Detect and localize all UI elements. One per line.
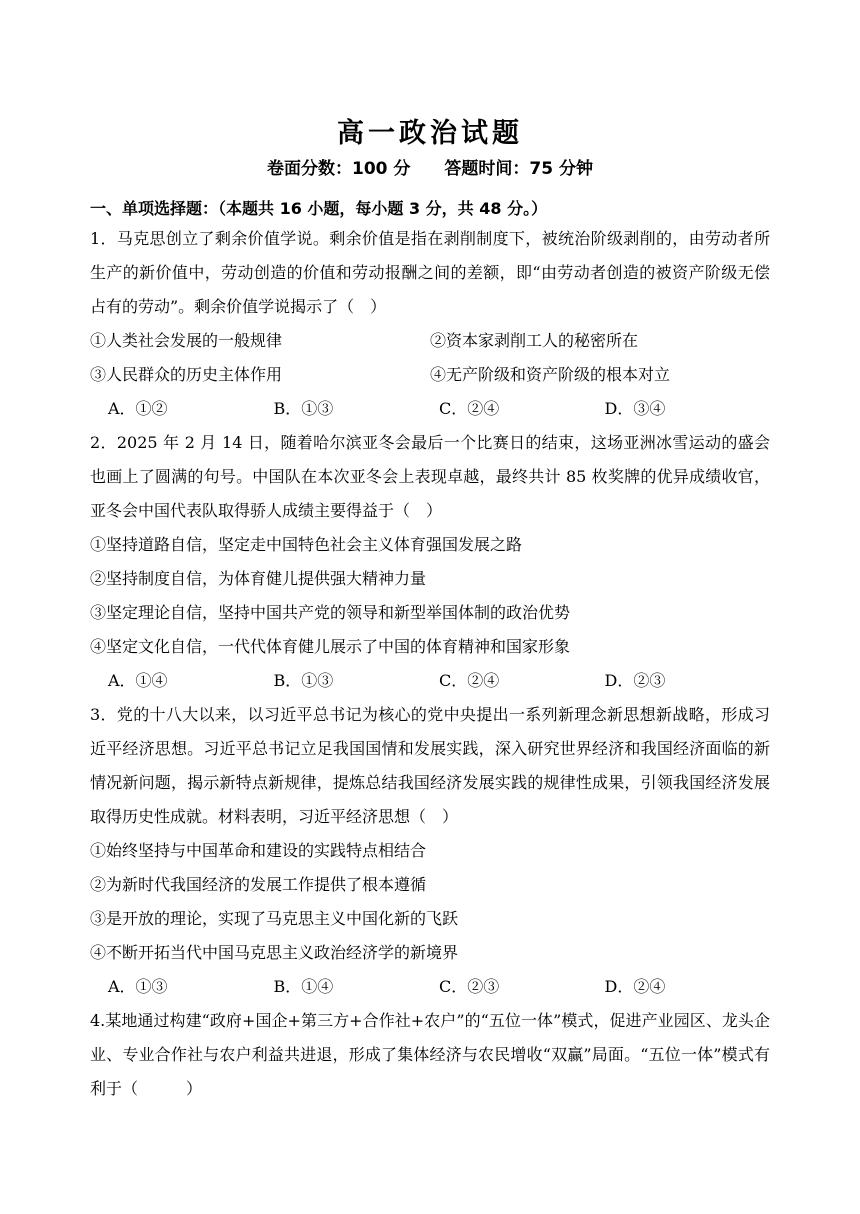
question-stem: 3．党的十八大以来，以习近平总书记为核心的党中央提出一系列新理念新思想新战略，形成习近平经济思想。习近平总书记立足我国国情和发展实践，深入研究世界经济和我国经济面临的新情况新问题，揭示新特点新规律，提炼总结我国经济发展实践的规律性成果，引领我国经济发展取得历史性成就。材料表明，习近平经济思想（ ） — [90, 705, 770, 826]
statement: ③人民群众的历史主体作用 — [90, 365, 283, 384]
choice-b: B．①③ — [273, 671, 334, 690]
time-info: 答题时间：75 分钟 — [444, 159, 593, 179]
statement-row — [90, 324, 770, 358]
statement: ①人类社会发展的一般规律 — [90, 331, 283, 350]
statement: ①始终坚持与中国革命和建设的实践特点相结合 — [90, 841, 427, 860]
choice-d: D．③④ — [604, 399, 666, 418]
choice-d: D．②④ — [604, 977, 666, 996]
statement: ④不断开拓当代中国马克思主义政治经济学的新境界 — [90, 943, 459, 962]
choice-row — [90, 392, 770, 426]
statement: ④无产阶级和资产阶级的根本对立 — [430, 365, 671, 384]
statement: ②为新时代我国经济的发展工作提供了根本遵循 — [90, 875, 427, 894]
choice-d: D．②③ — [604, 671, 666, 690]
statement: ④坚定文化自信，一代代体育健儿展示了中国的体育精神和国家形象 — [90, 637, 571, 656]
question-stem: 1．马克思创立了剩余价值学说。剩余价值是指在剥削制度下，被统治阶级剥削的，由劳动者所生产的新价值中，劳动创造的价值和劳动报酬之间的差额，即“由劳动者创造的被资产阶级无偿占有的劳动”。剩余价值学说揭示了（ ） — [90, 229, 770, 316]
choice-a: A．①② — [108, 399, 168, 418]
choice-c: C．②③ — [439, 977, 500, 996]
choice-a: A．①④ — [108, 671, 168, 690]
statement: ②资本家剥削工人的秘密所在 — [430, 331, 639, 350]
statement: ①坚持道路自信，坚定走中国特色社会主义体育强国发展之路 — [90, 535, 523, 554]
question-2 — [90, 426, 770, 698]
question-stem: 2．2025 年 2 月 14 日，随着哈尔滨亚冬会最后一个比赛日的结束，这场亚洲冰雪运动的盛会也画上了圆满的句号。中国队在本次亚冬会上表现卓越，最终共计 85 枚奖牌的优异成绩收官，亚冬会中国代表队取得骄人成绩主要得益于（ ） — [90, 433, 770, 520]
choice-row — [90, 664, 770, 698]
choice-a: A．①③ — [108, 977, 168, 996]
question-4 — [90, 1004, 770, 1106]
question-stem: 4.某地通过构建“政府+国企+第三方+合作社+农户”的“五位一体”模式，促进产业园区、龙头企业、专业合作社与农户利益共进退，形成了集体经济与农民增收“双赢”局面。“五位一体”模式有利于（ ） — [90, 1011, 770, 1098]
statement: ②坚持制度自信，为体育健儿提供强大精神力量 — [90, 569, 427, 588]
choice-c: C．②④ — [439, 399, 500, 418]
statement: ③是开放的理论，实现了马克思主义中国化新的飞跃 — [90, 909, 459, 928]
choice-b: B．①④ — [273, 977, 334, 996]
choice-c: C．②④ — [439, 671, 500, 690]
question-3 — [90, 698, 770, 1004]
score-info: 卷面分数：100 分 — [267, 159, 411, 179]
page-title: 高一政治试题 — [337, 118, 523, 149]
statement-row — [90, 358, 770, 392]
statement: ③坚定理论自信，坚持中国共产党的领导和新型举国体制的政治优势 — [90, 603, 571, 622]
choice-row — [90, 970, 770, 1004]
exam-info — [90, 156, 770, 182]
section-heading: 一、单项选择题：（本题共 16 小题，每小题 3 分，共 48 分。） — [90, 199, 548, 218]
question-1 — [90, 222, 770, 426]
choice-b: B．①③ — [273, 399, 334, 418]
